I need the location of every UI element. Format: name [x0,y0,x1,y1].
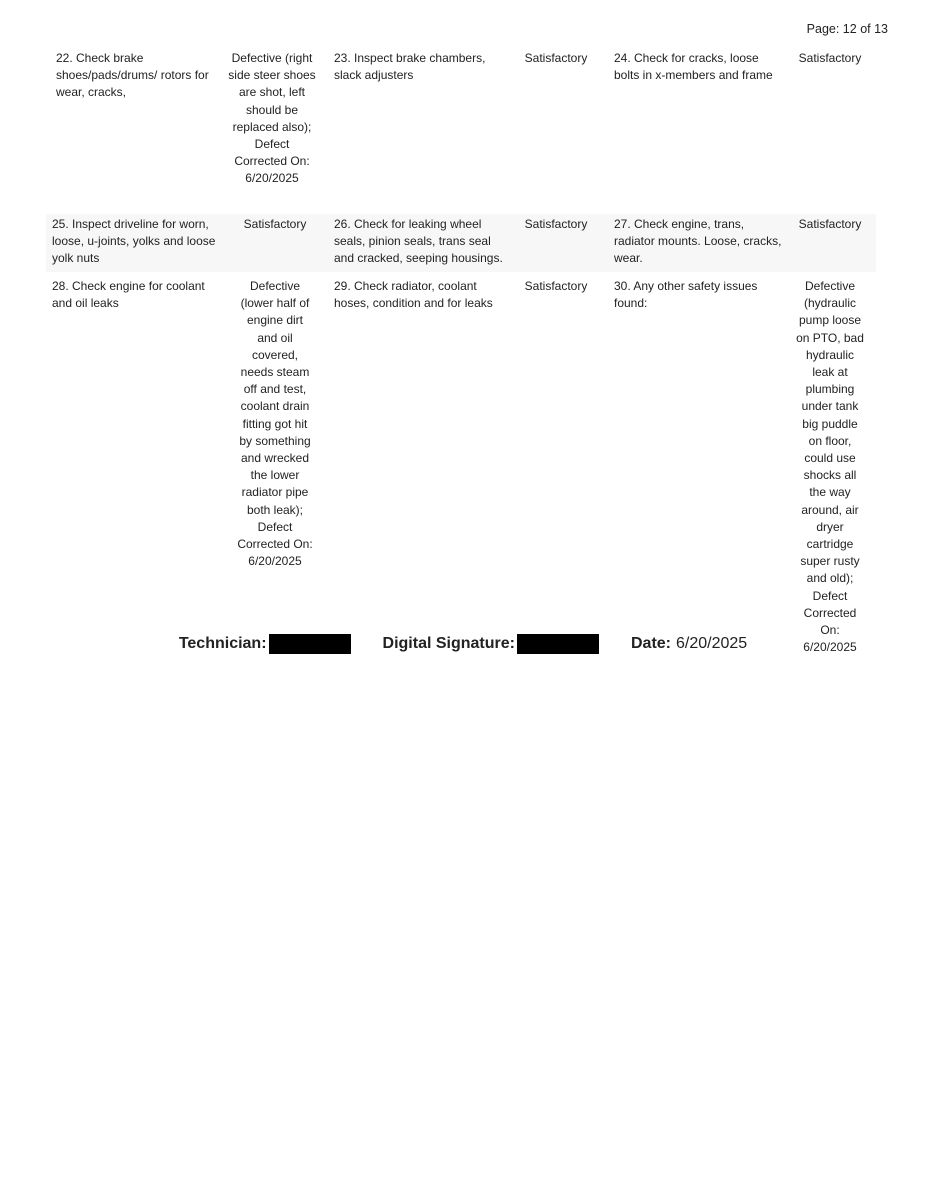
checklist-item [46,50,328,214]
checklist-item [46,278,328,618]
item-description: 23. Inspect brake chambers, slack adjusters [334,51,486,83]
item-result: Satisfactory [798,217,862,231]
item-description: 22. Check brake shoes/pads/drums/ rotors for wear, cracks, [56,51,209,100]
checklist-item [608,50,876,214]
digital-signature-label: Digital Signature: [382,635,515,652]
checklist-item [328,216,608,272]
item-result: Defective (hydraulic pump loose on PTO, bad hydraulic leak at plumbing under tank big puddle on floor, could use shocks all the way around, air dryer cartridge super rusty and old); Defect Corrected On: 6/20/2025 [796,279,864,655]
technician-field [179,634,351,654]
date-field [631,635,747,653]
item-result: Satisfactory [243,217,307,231]
signature-footer [0,634,926,654]
checklist-item [328,278,608,618]
item-result: Satisfactory [524,51,588,65]
item-description: 27. Check engine, trans, radiator mounts. Loose, cracks, wear. [614,217,782,266]
item-description: 26. Check for leaking wheel seals, pinion seals, trans seal and cracked, seeping housings. [334,217,503,266]
item-result: Satisfactory [524,279,588,293]
date-label: Date: [630,635,671,652]
item-description: 28. Check engine for coolant and oil leaks [52,279,205,311]
checklist-item [608,216,876,272]
item-description: 29. Check radiator, coolant hoses, condition and for leaks [334,279,493,311]
item-description: 30. Any other safety issues found: [614,279,758,311]
checklist-item [46,216,328,272]
date-value: 6/20/2025 [676,635,748,652]
redacted-signature [517,634,599,654]
signature-field [383,634,599,654]
redacted-technician-name [269,634,351,654]
checklist-row [46,214,876,272]
checklist-row [46,50,876,214]
technician-label: Technician: [178,635,267,652]
checklist-item [328,50,608,214]
item-description: 24. Check for cracks, loose bolts in x-members and frame [614,51,773,83]
page-number: Page: 12 of 13 [806,22,888,36]
item-result: Defective (right side steer shoes are shot, left should be replaced also); Defect Corrected On: 6/20/2025 [228,51,316,186]
item-result: Satisfactory [524,217,588,231]
item-description: 25. Inspect driveline for worn, loose, u-joints, yolks and loose yolk nuts [52,217,216,266]
item-result: Satisfactory [798,51,862,65]
item-result: Defective (lower half of engine dirt and oil covered, needs steam off and test, coolant drain fitting got hit by something and wrecked the lower radiator pipe both leak); Defect Corrected On: 6/20/2025 [237,279,313,569]
